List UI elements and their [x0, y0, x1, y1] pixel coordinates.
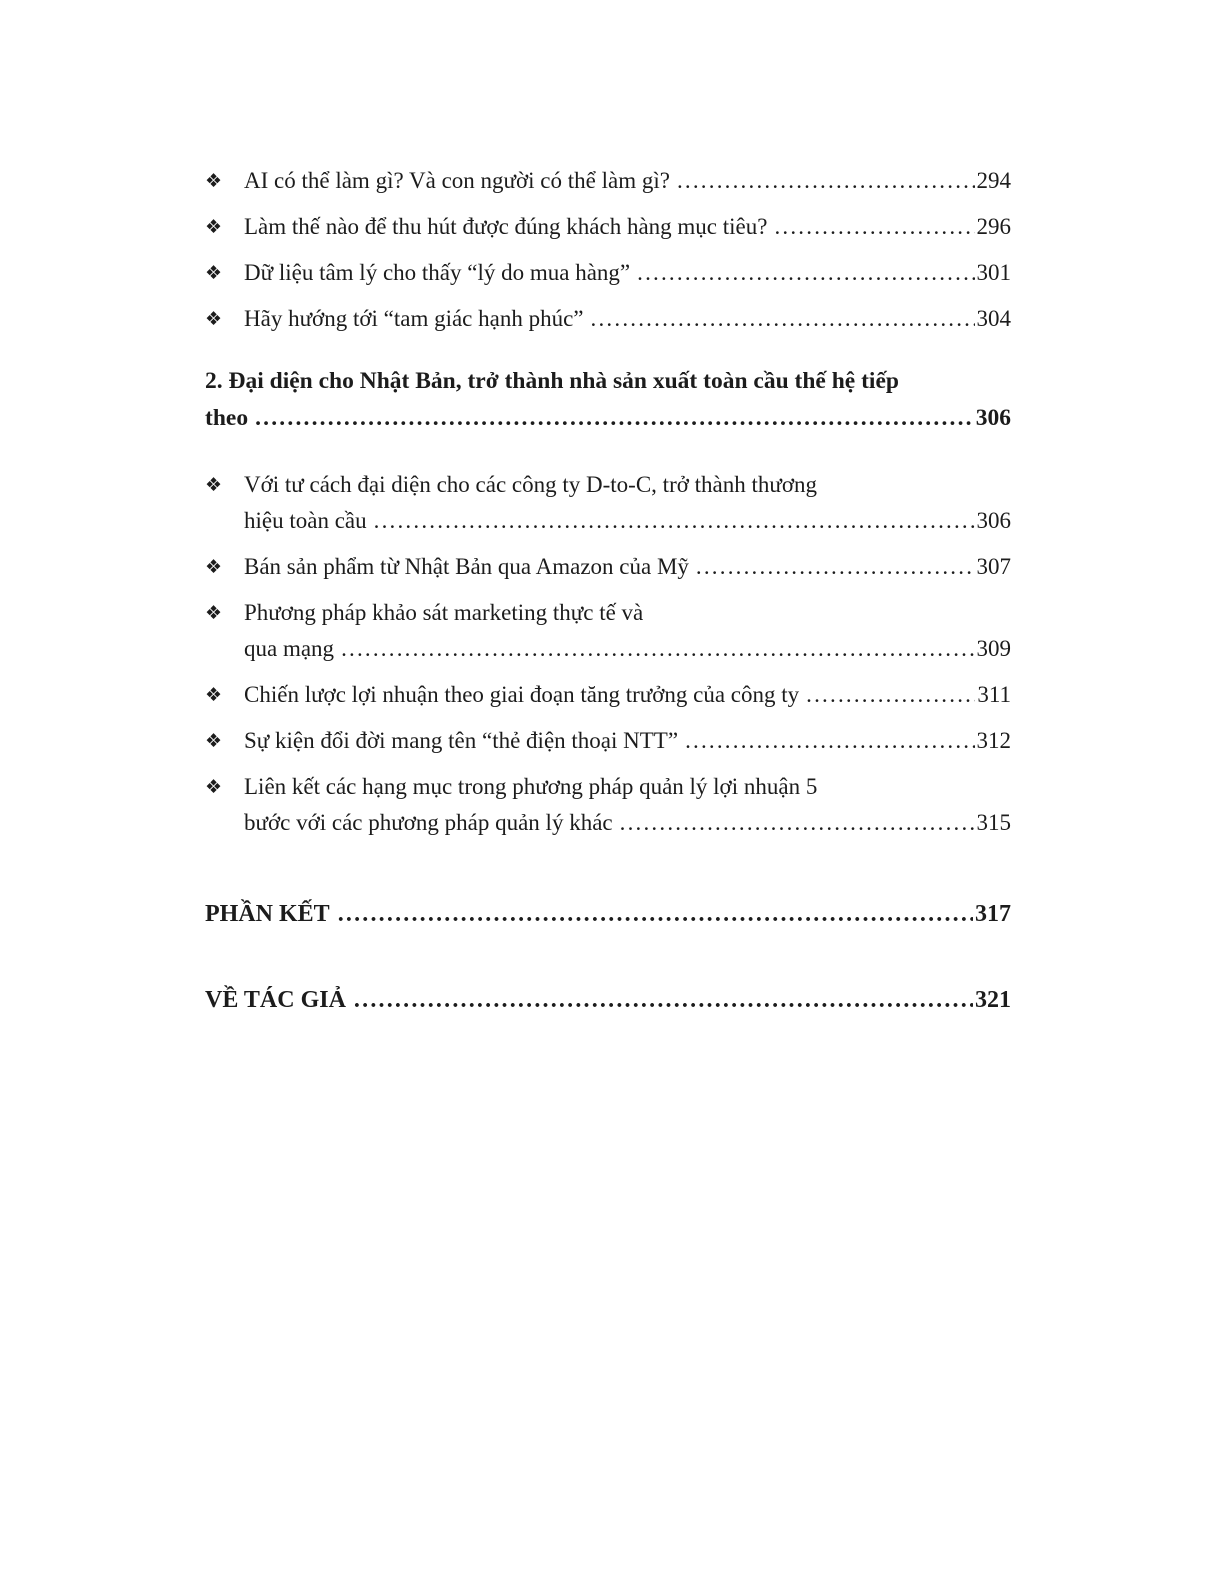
diamond-bullet-icon: ❖ [205, 170, 223, 192]
diamond-bullet-icon: ❖ [205, 262, 223, 284]
page-number: 301 [976, 260, 1011, 285]
toc-entry-text: qua mạng [244, 636, 335, 661]
toc-entry [205, 467, 1011, 539]
dot-leader [806, 677, 975, 713]
toc-entry-text: VỀ TÁC GIẢ [205, 987, 346, 1013]
toc-entry-text: Bán sản phẩm từ Nhật Bản qua Amazon của Mỹ [244, 554, 689, 579]
toc-entry [205, 595, 1011, 667]
page-number: 296 [976, 214, 1011, 239]
page-number: 307 [976, 554, 1011, 579]
dot-leader [255, 400, 974, 437]
page-number: 306 [975, 405, 1011, 431]
toc-entry-body [244, 209, 1011, 245]
toc-entry-conclusion [205, 895, 1011, 933]
page-number: 309 [976, 636, 1011, 661]
dot-leader [341, 631, 974, 667]
toc-entry [205, 209, 1011, 245]
toc-entry [205, 255, 1011, 291]
page-number: 312 [976, 728, 1011, 753]
section-heading [205, 363, 1011, 437]
toc-entry-body [244, 255, 1011, 291]
toc-entry-text: Với tư cách đại diện cho các công ty D-to-C, trở thành thương [244, 472, 818, 497]
toc-entry-text: AI có thể làm gì? Và con người có thể làm gì? [244, 168, 670, 193]
toc-entry [205, 769, 1011, 841]
toc-entry-text: Hãy hướng tới “tam giác hạnh phúc” [244, 306, 584, 331]
toc-entry-body [244, 549, 1011, 585]
dot-leader [685, 723, 974, 759]
diamond-bullet-icon: ❖ [205, 556, 223, 578]
page-number: 311 [977, 682, 1011, 707]
dot-leader [696, 549, 975, 585]
footer-entries [205, 895, 1011, 1019]
diamond-bullet-icon: ❖ [205, 474, 223, 496]
diamond-bullet-icon: ❖ [205, 308, 223, 330]
dot-leader [354, 981, 973, 1019]
page-number: 304 [976, 306, 1011, 331]
dot-leader [620, 805, 975, 841]
toc-entry [205, 549, 1011, 585]
dot-leader [338, 895, 973, 933]
page-number: 306 [976, 508, 1011, 533]
toc-entry-body [244, 769, 1011, 841]
toc-entry-body [244, 301, 1011, 337]
diamond-bullet-icon: ❖ [205, 684, 223, 706]
dot-leader [374, 503, 975, 539]
toc-entry-body [244, 677, 1011, 713]
toc-entry-text: Chiến lược lợi nhuận theo giai đoạn tăng trưởng của công ty [244, 682, 800, 707]
diamond-bullet-icon: ❖ [205, 602, 223, 624]
toc-entry-text: Dữ liệu tâm lý cho thấy “lý do mua hàng” [244, 260, 631, 285]
toc-entry [205, 301, 1011, 337]
toc-entry-body [244, 595, 1011, 667]
dot-leader [677, 163, 975, 199]
section-heading-line1: 2. Đại diện cho Nhật Bản, trở thành nhà sản xuất toàn cầu thế hệ tiếp [205, 368, 899, 394]
toc-entry-text: Liên kết các hạng mục trong phương pháp quản lý lợi nhuận 5 [244, 774, 818, 799]
page-number: 294 [976, 168, 1011, 193]
toc-entry-about-author [205, 981, 1011, 1019]
dot-leader [591, 301, 975, 337]
page-number: 321 [975, 987, 1011, 1013]
toc-entry-text: bước với các phương pháp quản lý khác [244, 810, 613, 835]
toc-entry-text: Phương pháp khảo sát marketing thực tế và [244, 600, 644, 625]
toc-page [205, 163, 1011, 1019]
section-heading-line2: theo [205, 405, 249, 431]
toc-entry-text: Làm thế nào để thu hút được đúng khách hàng mục tiêu? [244, 214, 768, 239]
dot-leader [774, 209, 974, 245]
toc-entry [205, 677, 1011, 713]
diamond-bullet-icon: ❖ [205, 776, 223, 798]
page-number: 315 [976, 810, 1011, 835]
diamond-bullet-icon: ❖ [205, 216, 223, 238]
diamond-bullet-icon: ❖ [205, 730, 223, 752]
toc-entry-text: PHẦN KẾT [205, 901, 330, 927]
toc-entry-text: Sự kiện đổi đời mang tên “thẻ điện thoại NTT” [244, 728, 679, 753]
toc-entry-body [244, 163, 1011, 199]
toc-entry-body [244, 723, 1011, 759]
dot-leader [637, 255, 974, 291]
toc-entry-text: hiệu toàn cầu [244, 508, 367, 533]
page-number: 317 [975, 901, 1011, 927]
toc-entry [205, 723, 1011, 759]
toc-entry [205, 163, 1011, 199]
toc-entry-body [244, 467, 1011, 539]
